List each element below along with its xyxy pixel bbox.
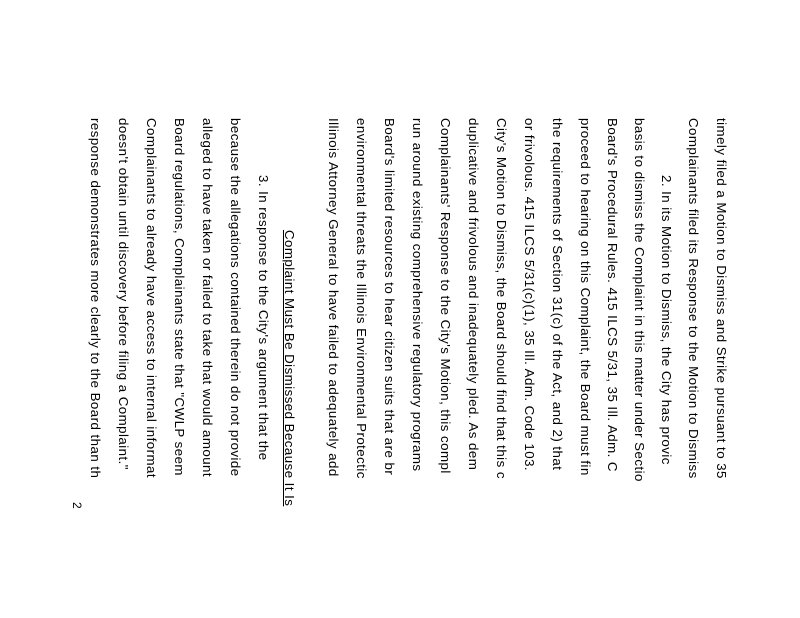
text-line: Board's Procedural Rules. 415 ILCS 5/31, 35 Ill. Adm. C	[605, 118, 620, 472]
text-line: duplicative and frivolous and inadequately pled. As dem	[466, 118, 481, 471]
text-line: because the allegations contained therein do not provide	[228, 118, 243, 477]
text-line: response demonstrates more clearly to the Board than th	[88, 118, 103, 479]
text-line: or frivolous. 415 ILCS 5/31(c)(1), 35 Ill. Adm. Code 103.	[522, 118, 537, 472]
text-line: doesn't obtain until discovery before filing a Complaint."	[116, 118, 131, 470]
text-line: the requirements of Section 31(c) of the Act, and 2) that	[550, 118, 565, 471]
page-number: 2	[70, 502, 84, 509]
text-line: Illinois Attorney General to have failed to adequately add	[326, 118, 341, 477]
text-line: proceed to hearing on this Complaint, the Board must fin	[578, 118, 593, 476]
text-line: timely filed a Motion to Dismiss and Strike pursuant to 35	[714, 118, 729, 479]
text-line: Complainants filed its Response to the Motion to Dismiss	[686, 118, 701, 479]
section-heading: Complaint Must Be Dismissed Because It Is	[282, 230, 297, 507]
text-line: environmental threats the Illinois Environmental Protectic	[354, 118, 369, 479]
text-line: Board regulations, Complainants state that "CWLP seem	[172, 118, 187, 476]
text-line: run around existing comprehensive regulatory programs	[410, 118, 425, 472]
text-line: Complainants to already have access to internal informat	[144, 118, 159, 479]
text-line: Board's limited resources to hear citizen suits that are br	[382, 118, 397, 476]
text-line: Complainants' Response to the City's Motion, this compl	[438, 118, 453, 474]
text-line: alleged to have taken or failed to take that would amount	[200, 118, 215, 478]
text-line: 2. In its Motion to Dismiss, the City has provic	[659, 175, 674, 465]
text-line: basis to dismiss the Complaint in this matter under Sectio	[632, 118, 647, 482]
text-line: 3. In response to the City's argument that the	[256, 175, 271, 461]
text-line: City's Motion to Dismiss, the Board should find that this c	[494, 118, 509, 479]
